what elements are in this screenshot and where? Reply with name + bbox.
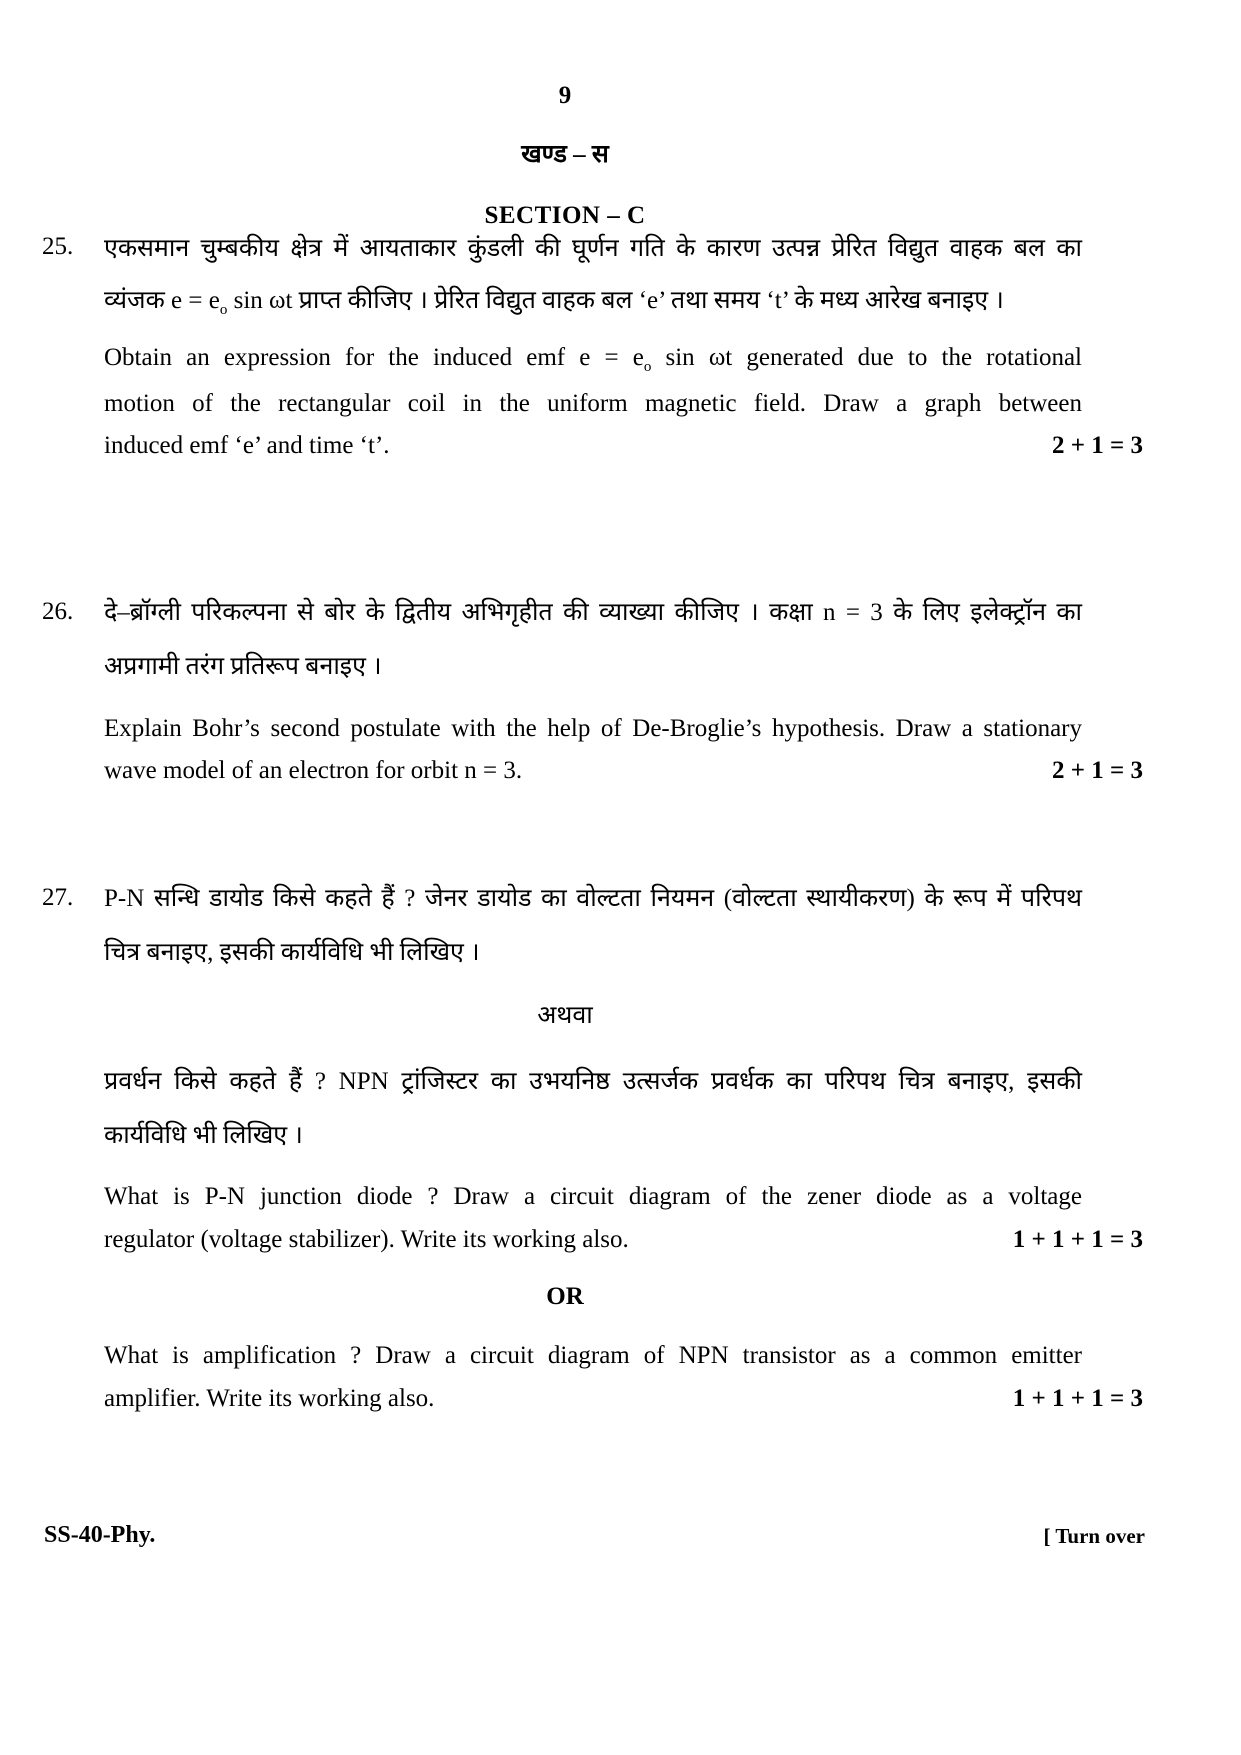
- marks-allocation: 2 + 1 = 3: [1052, 432, 1143, 459]
- or-divider-hindi: अथवा: [537, 1002, 593, 1029]
- question-english-line: induced emf ‘e’ and time ‘t’.: [104, 432, 390, 459]
- alt-question-english-line: amplifier. Write its working also.: [104, 1385, 435, 1412]
- question-hindi-line: चित्र बनाइए, इसकी कार्यविधि भी लिखिए ।: [104, 939, 480, 966]
- marks-allocation: 2 + 1 = 3: [1052, 757, 1143, 784]
- marks-allocation: 1 + 1 + 1 = 3: [1012, 1226, 1143, 1253]
- marks-allocation: 1 + 1 + 1 = 3: [1012, 1385, 1143, 1412]
- question-hindi-line: एकसमान चुम्बकीय क्षेत्र में आयताकार कुंडली की घूर्णन गति के कारण उत्पन्न प्रेरित विद्युत वाहक बल का: [104, 235, 1082, 262]
- turn-over-note: [ Turn over: [1043, 1524, 1145, 1548]
- page-number: 9: [558, 82, 572, 109]
- question-hindi-line: अप्रगामी तरंग प्रतिरूप बनाइए ।: [104, 653, 382, 680]
- question-english-line: What is P-N junction diode ? Draw a circuit diagram of the zener diode as a voltage: [104, 1183, 1082, 1210]
- alt-question-english-line: What is amplification ? Draw a circuit diagram of NPN transistor as a common emitter: [104, 1342, 1082, 1369]
- question-number: 26.: [42, 598, 74, 625]
- section-title-hindi: खण्ड – स: [521, 141, 609, 168]
- question-english-line: Explain Bohr’s second postulate with the help of De-Broglie’s hypothesis. Draw a stationary: [104, 715, 1082, 742]
- alt-question-hindi-line: कार्यविधि भी लिखिए ।: [104, 1122, 303, 1149]
- section-title-english: SECTION – C: [484, 202, 646, 229]
- question-hindi-line: व्यंजक $e = e_o$ sin ωt प्राप्त कीजिए । प्रेरित विद्युत वाहक बल ‘e’ तथा समय ‘t’ के मध्य आरेख बनाइए ।: [104, 287, 1004, 318]
- question-english-line: Obtain an expression for the induced emf $e = e_o$ sin ωt generated due to the rotational: [104, 344, 1082, 375]
- alt-question-hindi-line: प्रवर्धन किसे कहते हैं ? NPN ट्रांजिस्टर का उभयनिष्ठ उत्सर्जक प्रवर्धक का परिपथ चित्र बनाइए, इसकी: [104, 1068, 1082, 1095]
- question-english-line: wave model of an electron for orbit n = 3.: [104, 757, 523, 784]
- question-hindi-line: P-N सन्धि डायोड किसे कहते हैं ? जेनर डायोड का वोल्टता नियमन (वोल्टता स्थायीकरण) के रूप में परिपथ: [104, 885, 1082, 912]
- question-hindi-line: दे–ब्रॉग्ली परिकल्पना से बोर के द्वितीय अभिगृहीत की व्याख्या कीजिए । कक्षा n = 3 के लिए इलेक्ट्रॉन का: [104, 599, 1082, 626]
- question-number: 27.: [42, 884, 74, 911]
- paper-code: SS-40-Phy.: [44, 1522, 156, 1548]
- or-divider-english: OR: [546, 1283, 584, 1310]
- question-english-line: regulator (voltage stabilizer). Write its working also.: [104, 1226, 629, 1253]
- question-english-line: motion of the rectangular coil in the uniform magnetic field. Draw a graph between: [104, 390, 1082, 417]
- question-number: 25.: [42, 233, 74, 260]
